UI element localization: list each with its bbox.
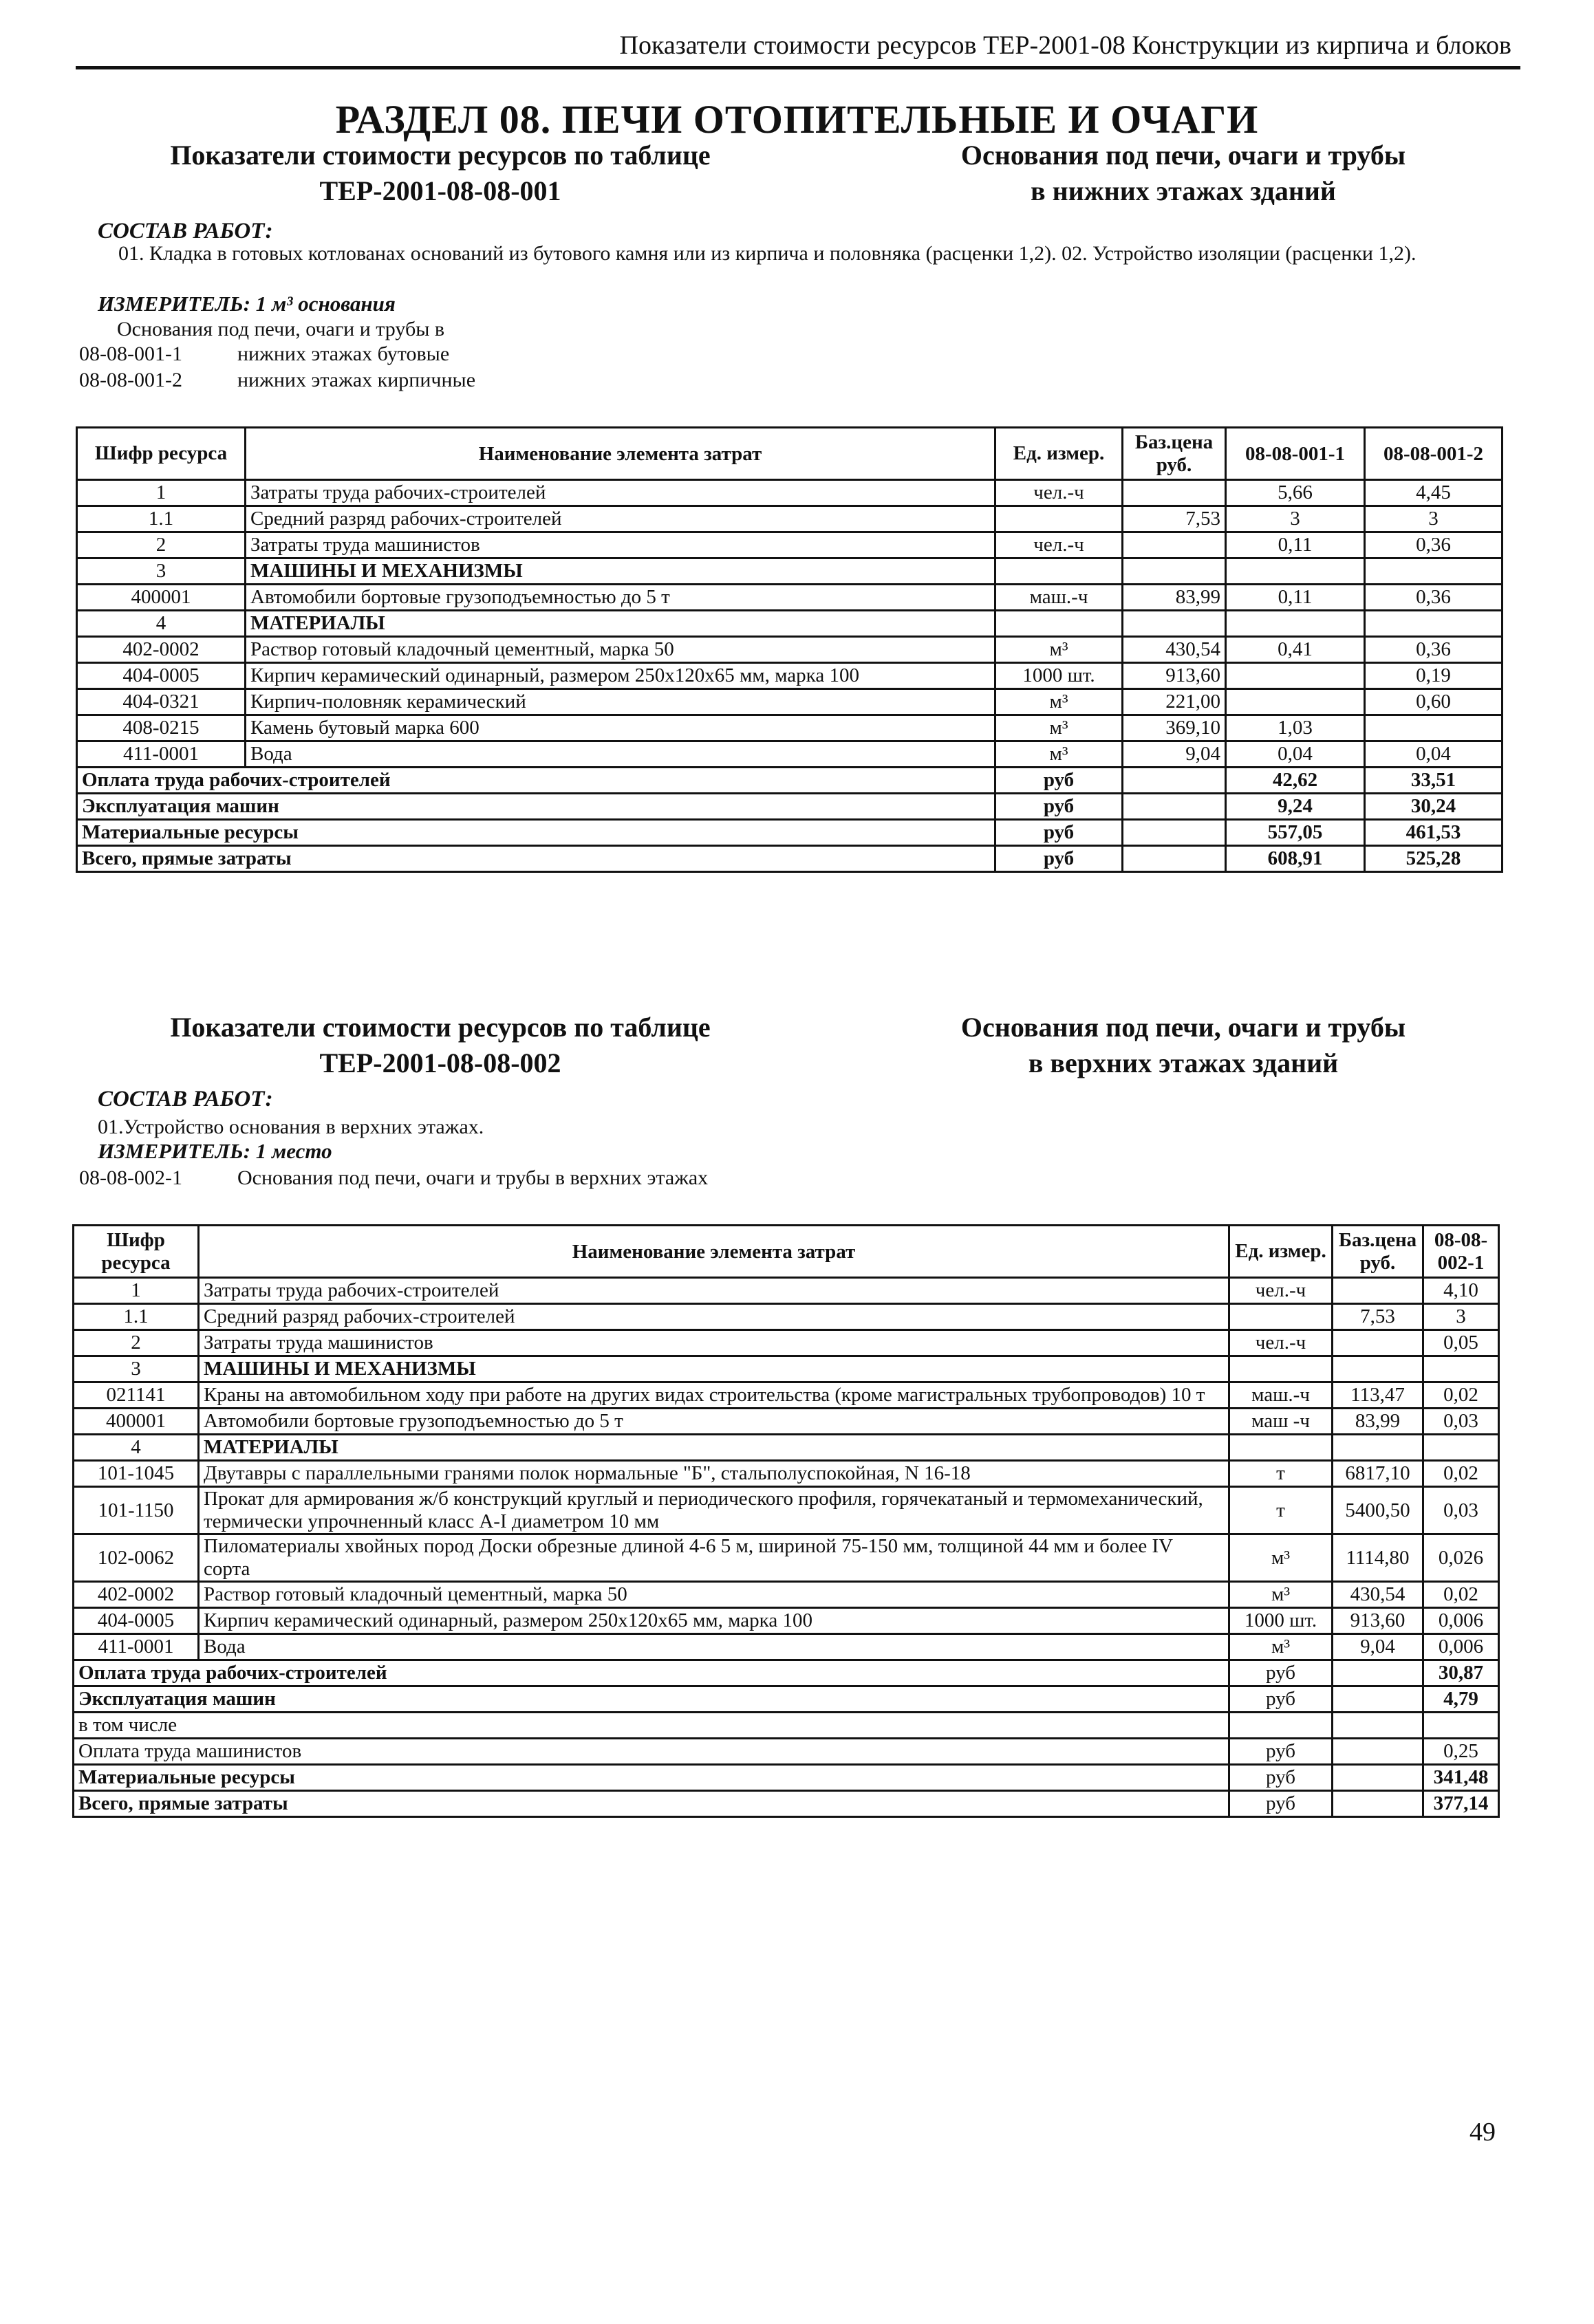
empty-cell [1333, 1686, 1423, 1713]
total-name: Всего, прямые затраты [77, 846, 995, 872]
value-08-08-001-1: 557,05 [1226, 820, 1365, 846]
value-08-08-001-1: 1,03 [1226, 715, 1365, 741]
table-row [77, 532, 1503, 558]
base-price: 113,47 [1333, 1382, 1423, 1409]
unit: руб [1229, 1791, 1333, 1817]
t2-heading-left-line1: Показатели стоимости ресурсов по таблице [170, 1012, 711, 1043]
value-08-08-001-1 [1226, 663, 1365, 689]
resource-code: 404-0005 [74, 1608, 199, 1634]
value-08-08-002-1 [1423, 1356, 1499, 1382]
resource-name: Затраты труда машинистов [199, 1330, 1229, 1356]
table-row [74, 1330, 1499, 1356]
value-08-08-001-1: 0,04 [1226, 741, 1365, 768]
base-price [1333, 1435, 1423, 1461]
value-08-08-001-1 [1226, 689, 1365, 715]
value-08-08-002-1: 0,006 [1423, 1634, 1499, 1660]
resource-code: 1 [77, 480, 246, 506]
base-price: 913,60 [1333, 1608, 1423, 1634]
resource-code: 3 [74, 1356, 199, 1382]
unit: руб [995, 768, 1123, 794]
value-08-08-001-1: 5,66 [1226, 480, 1365, 506]
value-08-08-002-1: 377,14 [1423, 1791, 1499, 1817]
value-08-08-002-1: 0,02 [1423, 1382, 1499, 1409]
value-08-08-002-1: 0,05 [1423, 1330, 1499, 1356]
base-price: 5400,50 [1333, 1487, 1423, 1534]
value-08-08-002-1: 0,026 [1423, 1534, 1499, 1582]
resource-name: Затраты труда рабочих-строителей [246, 480, 995, 506]
resource-name: Камень бутовый марка 600 [246, 715, 995, 741]
base-price: 369,10 [1123, 715, 1226, 741]
resource-name: Затраты труда машинистов [246, 532, 995, 558]
t1-desc-text-1: нижних этажах бутовые [237, 343, 450, 365]
total-name: Оплата труда рабочих-строителей [77, 768, 995, 794]
base-price [1333, 1278, 1423, 1304]
empty-cell [1123, 820, 1226, 846]
table-row [77, 637, 1503, 663]
base-price [1123, 611, 1226, 637]
value-08-08-001-1: 608,91 [1226, 846, 1365, 872]
resource-code: 404-0005 [77, 663, 246, 689]
value-08-08-001-2: 0,36 [1365, 585, 1503, 611]
empty-cell [1333, 1739, 1423, 1765]
base-price [1123, 480, 1226, 506]
unit: м³ [1229, 1534, 1333, 1582]
t2-heading-left-line2: ТЕР-2001-08-08-002 [319, 1047, 561, 1078]
resource-name: МАШИНЫ И МЕХАНИЗМЫ [199, 1356, 1229, 1382]
total-row [74, 1686, 1499, 1713]
t1-col-v1: 08-08-001-1 [1226, 428, 1365, 480]
unit: руб [1229, 1686, 1333, 1713]
empty-cell [1333, 1765, 1423, 1791]
resource-name: МАТЕРИАЛЫ [199, 1435, 1229, 1461]
unit [1229, 1435, 1333, 1461]
value-08-08-002-1: 4,10 [1423, 1278, 1499, 1304]
unit: руб [1229, 1660, 1333, 1686]
base-price: 83,99 [1333, 1409, 1423, 1435]
unit: чел.-ч [995, 532, 1123, 558]
value-08-08-002-1: 30,87 [1423, 1660, 1499, 1686]
t2-desc-text-1: Основания под печи, очаги и трубы в верхних этажах [237, 1166, 709, 1189]
resource-code: 1.1 [77, 506, 246, 532]
resource-name: Кирпич керамический одинарный, размером 250х120х65 мм, марка 100 [246, 663, 995, 689]
value-08-08-002-1: 0,25 [1423, 1739, 1499, 1765]
resource-name: Раствор готовый кладочный цементный, марка 50 [246, 637, 995, 663]
resource-name: Пиломатериалы хвойных пород Доски обрезные длиной 4-6 5 м, шириной 75-150 мм, толщиной 44 мм и более IV сорта [199, 1534, 1229, 1582]
table-row [74, 1278, 1499, 1304]
unit: м³ [995, 689, 1123, 715]
t2-col-v1: 08-08-002-1 [1423, 1226, 1499, 1278]
table-row [77, 741, 1503, 768]
t1-sostav-label: СОСТАВ РАБОТ: [98, 219, 273, 243]
value-08-08-001-1: 3 [1226, 506, 1365, 532]
base-price: 9,04 [1123, 741, 1226, 768]
base-price [1333, 1330, 1423, 1356]
t1-desc-code-2: 08-08-001-2 [79, 369, 182, 391]
value-08-08-001-1: 0,41 [1226, 637, 1365, 663]
total-row [74, 1791, 1499, 1817]
empty-cell [1333, 1660, 1423, 1686]
base-price [1123, 532, 1226, 558]
unit [995, 558, 1123, 585]
table-row [77, 611, 1503, 637]
table-row [74, 1487, 1499, 1534]
t1-heading-left [138, 138, 743, 209]
resource-table-2 [72, 1224, 1500, 1818]
t1-desc-intro: Основания под печи, очаги и трубы в [117, 318, 445, 340]
value-08-08-002-1: 3 [1423, 1304, 1499, 1330]
base-price: 6817,10 [1333, 1461, 1423, 1487]
t2-body [74, 1278, 1499, 1817]
value-08-08-002-1: 4,79 [1423, 1686, 1499, 1713]
unit: маш.-ч [1229, 1382, 1333, 1409]
resource-name: МАТЕРИАЛЫ [246, 611, 995, 637]
unit [995, 506, 1123, 532]
resource-code: 2 [74, 1330, 199, 1356]
base-price: 7,53 [1123, 506, 1226, 532]
t1-heading-right [894, 138, 1472, 209]
t2-heading-left [138, 1010, 743, 1081]
resource-name: Вода [199, 1634, 1229, 1660]
t2-col-code: Шифр ресурса [74, 1226, 199, 1278]
value-08-08-001-1: 0,11 [1226, 585, 1365, 611]
table-row [74, 1304, 1499, 1330]
resource-code: 102-0062 [74, 1534, 199, 1582]
table-row [77, 506, 1503, 532]
resource-name: Вода [246, 741, 995, 768]
total-row [77, 794, 1503, 820]
base-price: 221,00 [1123, 689, 1226, 715]
empty-cell [1123, 768, 1226, 794]
value-08-08-001-2: 0,19 [1365, 663, 1503, 689]
resource-code: 1.1 [74, 1304, 199, 1330]
resource-code: 101-1045 [74, 1461, 199, 1487]
total-name: Материальные ресурсы [74, 1765, 1229, 1791]
resource-name: Средний разряд рабочих-строителей [246, 506, 995, 532]
t2-desc-code-1: 08-08-002-1 [79, 1166, 182, 1189]
total-row [74, 1739, 1499, 1765]
value-08-08-001-2: 0,36 [1365, 637, 1503, 663]
unit: м³ [1229, 1634, 1333, 1660]
table-row [77, 558, 1503, 585]
unit: м³ [1229, 1582, 1333, 1608]
empty-cell [1333, 1713, 1423, 1739]
total-row [77, 820, 1503, 846]
unit: м³ [995, 741, 1123, 768]
unit: 1000 шт. [995, 663, 1123, 689]
total-name: Материальные ресурсы [77, 820, 995, 846]
t1-heading-left-line1: Показатели стоимости ресурсов по таблице [170, 140, 711, 171]
total-name: в том числе [74, 1713, 1229, 1739]
base-price: 1114,80 [1333, 1534, 1423, 1582]
resource-code: 400001 [77, 585, 246, 611]
base-price: 9,04 [1333, 1634, 1423, 1660]
total-row [74, 1765, 1499, 1791]
unit: чел.-ч [995, 480, 1123, 506]
base-price: 83,99 [1123, 585, 1226, 611]
table-row [74, 1582, 1499, 1608]
resource-name: Автомобили бортовые грузоподъемностью до 5 т [199, 1409, 1229, 1435]
base-price [1123, 558, 1226, 585]
t2-col-price: Баз.цена руб. [1333, 1226, 1423, 1278]
table-row [74, 1634, 1499, 1660]
table-row [77, 715, 1503, 741]
table-row [74, 1435, 1499, 1461]
table-row [74, 1409, 1499, 1435]
resource-code: 101-1150 [74, 1487, 199, 1534]
total-row [74, 1713, 1499, 1739]
unit [1229, 1356, 1333, 1382]
resource-name: Затраты труда рабочих-строителей [199, 1278, 1229, 1304]
value-08-08-001-2 [1365, 558, 1503, 585]
resource-code: 1 [74, 1278, 199, 1304]
resource-code: 402-0002 [74, 1582, 199, 1608]
total-name: Оплата труда рабочих-строителей [74, 1660, 1229, 1686]
resource-name: Кирпич-половняк керамический [246, 689, 995, 715]
resource-name: Средний разряд рабочих-строителей [199, 1304, 1229, 1330]
total-name: Всего, прямые затраты [74, 1791, 1229, 1817]
table-row [77, 480, 1503, 506]
base-price [1333, 1356, 1423, 1382]
resource-code: 4 [77, 611, 246, 637]
unit: м³ [995, 715, 1123, 741]
resource-name: Раствор готовый кладочный цементный, марка 50 [199, 1582, 1229, 1608]
page-number: 49 [1469, 2118, 1496, 2147]
t2-izm-label: ИЗМЕРИТЕЛЬ: 1 место [98, 1139, 332, 1163]
resource-code: 021141 [74, 1382, 199, 1409]
resource-name: Краны на автомобильном ходу при работе на других видах строительства (кроме магистральных трубопроводов) 10 т [199, 1382, 1229, 1409]
t1-sostav-text: 01. Кладка в готовых котлованах оснований из бутового камня или из кирпича и половняка (расценки 1,2). 02. Устройство изоляции (расценки 1,2). [118, 242, 1417, 265]
empty-cell [1333, 1791, 1423, 1817]
table-row [74, 1608, 1499, 1634]
value-08-08-001-2 [1365, 611, 1503, 637]
table-row [74, 1461, 1499, 1487]
table-row [74, 1534, 1499, 1582]
value-08-08-001-1: 9,24 [1226, 794, 1365, 820]
value-08-08-001-1: 42,62 [1226, 768, 1365, 794]
t2-heading-right-line2: в верхних этажах зданий [1028, 1047, 1339, 1078]
t1-col-name: Наименование элемента затрат [246, 428, 995, 480]
section-title: РАЗДЕЛ 08. ПЕЧИ ОТОПИТЕЛЬНЫЕ И ОЧАГИ [335, 97, 1259, 142]
resource-code: 2 [77, 532, 246, 558]
t2-heading-right [894, 1010, 1472, 1081]
resource-code: 4 [74, 1435, 199, 1461]
t1-heading-right-line1: Основания под печи, очаги и трубы [960, 140, 1406, 171]
unit: т [1229, 1461, 1333, 1487]
table-row [77, 663, 1503, 689]
unit: руб [1229, 1739, 1333, 1765]
unit: руб [995, 820, 1123, 846]
value-08-08-001-1 [1226, 558, 1365, 585]
t1-izm-label: ИЗМЕРИТЕЛЬ: 1 м³ основания [98, 292, 396, 316]
t2-sostav-text: 01.Устройство основания в верхних этажах. [98, 1116, 484, 1138]
t1-body [77, 480, 1503, 872]
value-08-08-001-2: 4,45 [1365, 480, 1503, 506]
total-name: Эксплуатация машин [74, 1686, 1229, 1713]
value-08-08-001-2: 525,28 [1365, 846, 1503, 872]
unit: руб [1229, 1765, 1333, 1791]
total-name: Оплата труда машинистов [74, 1739, 1229, 1765]
base-price: 7,53 [1333, 1304, 1423, 1330]
base-price: 913,60 [1123, 663, 1226, 689]
base-price: 430,54 [1123, 637, 1226, 663]
unit: маш.-ч [995, 585, 1123, 611]
t1-col-price: Баз.цена руб. [1123, 428, 1226, 480]
t1-col-code: Шифр ресурса [77, 428, 246, 480]
value-08-08-001-2: 0,04 [1365, 741, 1503, 768]
value-08-08-001-2: 0,36 [1365, 532, 1503, 558]
value-08-08-001-2: 0,60 [1365, 689, 1503, 715]
t2-sostav-label: СОСТАВ РАБОТ: [98, 1087, 273, 1111]
value-08-08-002-1: 341,48 [1423, 1765, 1499, 1791]
t1-heading-left-line2: ТЕР-2001-08-08-001 [319, 175, 561, 206]
resource-code: 404-0321 [77, 689, 246, 715]
total-row [77, 768, 1503, 794]
table-row [77, 585, 1503, 611]
resource-code: 408-0215 [77, 715, 246, 741]
t1-col-v2: 08-08-001-2 [1365, 428, 1503, 480]
resource-name: Автомобили бортовые грузоподъемностью до 5 т [246, 585, 995, 611]
unit: 1000 шт. [1229, 1608, 1333, 1634]
resource-code: 411-0001 [77, 741, 246, 768]
t2-col-unit: Ед. измер. [1229, 1226, 1333, 1278]
resource-name: МАШИНЫ И МЕХАНИЗМЫ [246, 558, 995, 585]
value-08-08-002-1: 0,03 [1423, 1409, 1499, 1435]
value-08-08-002-1: 0,03 [1423, 1487, 1499, 1534]
resource-name: Прокат для армирования ж/б конструкций круглый и периодического профиля, горячекатаный и термомеханический, термически упрочненный класс А-I диаметром 10 мм [199, 1487, 1229, 1534]
value-08-08-002-1 [1423, 1435, 1499, 1461]
unit: чел.-ч [1229, 1330, 1333, 1356]
resource-name: Кирпич керамический одинарный, размером 250х120х65 мм, марка 100 [199, 1608, 1229, 1634]
unit [995, 611, 1123, 637]
resource-table-1 [76, 426, 1503, 873]
value-08-08-002-1: 0,006 [1423, 1608, 1499, 1634]
value-08-08-001-2: 30,24 [1365, 794, 1503, 820]
total-row [77, 846, 1503, 872]
unit: чел.-ч [1229, 1278, 1333, 1304]
table-row [74, 1356, 1499, 1382]
value-08-08-001-1 [1226, 611, 1365, 637]
value-08-08-001-1: 0,11 [1226, 532, 1365, 558]
t2-col-name: Наименование элемента затрат [199, 1226, 1229, 1278]
unit: руб [995, 794, 1123, 820]
unit: руб [995, 846, 1123, 872]
t1-col-unit: Ед. измер. [995, 428, 1123, 480]
t1-desc-code-1: 08-08-001-1 [79, 343, 182, 365]
unit [1229, 1304, 1333, 1330]
unit: маш -ч [1229, 1409, 1333, 1435]
t1-heading-right-line2: в нижних этажах зданий [1031, 175, 1336, 206]
value-08-08-002-1 [1423, 1713, 1499, 1739]
base-price: 430,54 [1333, 1582, 1423, 1608]
value-08-08-001-2 [1365, 715, 1503, 741]
resource-code: 411-0001 [74, 1634, 199, 1660]
value-08-08-001-2: 461,53 [1365, 820, 1503, 846]
table-row [77, 689, 1503, 715]
t1-desc-text-2: нижних этажах кирпичные [237, 369, 476, 391]
empty-cell [1123, 794, 1226, 820]
empty-cell [1123, 846, 1226, 872]
value-08-08-002-1: 0,02 [1423, 1461, 1499, 1487]
header-rule [76, 66, 1520, 69]
running-header: Показатели стоимости ресурсов ТЕР-2001-08 Конструкции из кирпича и блоков [619, 31, 1511, 60]
total-row [74, 1660, 1499, 1686]
value-08-08-001-2: 3 [1365, 506, 1503, 532]
resource-code: 3 [77, 558, 246, 585]
unit [1229, 1713, 1333, 1739]
unit: т [1229, 1487, 1333, 1534]
total-name: Эксплуатация машин [77, 794, 995, 820]
resource-code: 402-0002 [77, 637, 246, 663]
table-row [74, 1382, 1499, 1409]
value-08-08-002-1: 0,02 [1423, 1582, 1499, 1608]
unit: м³ [995, 637, 1123, 663]
t2-heading-right-line1: Основания под печи, очаги и трубы [960, 1012, 1406, 1043]
resource-name: Двутавры с параллельными гранями полок нормальные "Б", стальполуспокойная, N 16-18 [199, 1461, 1229, 1487]
value-08-08-001-2: 33,51 [1365, 768, 1503, 794]
resource-code: 400001 [74, 1409, 199, 1435]
